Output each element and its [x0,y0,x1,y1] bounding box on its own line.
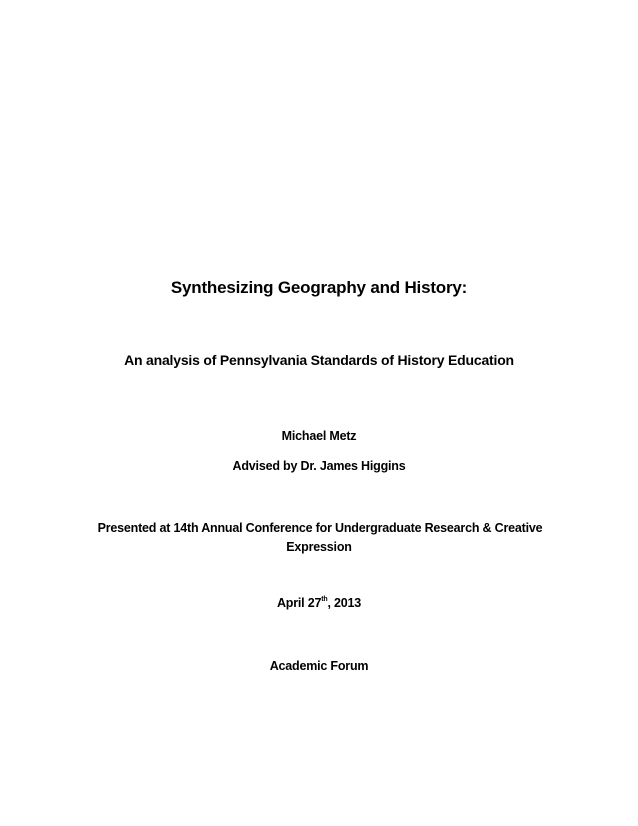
date-year: , 2013 [327,596,362,610]
advisor-line: Advised by Dr. James Higgins [232,459,406,473]
document-subtitle: An analysis of Pennsylvania Standards of History Education [124,352,514,368]
presentation-date [0,596,638,610]
presentation-line-2: Expression [286,540,352,554]
document-title: Synthesizing Geography and History: [170,278,468,297]
presentation-line-1: Presented at 14th Annual Conference for Undergraduate Research & Creative [97,521,543,535]
author-name: Michael Metz [281,429,357,443]
venue: Academic Forum [269,659,369,673]
date-month-day: April 27 [276,596,322,610]
date-ordinal-suffix: th [321,596,328,603]
